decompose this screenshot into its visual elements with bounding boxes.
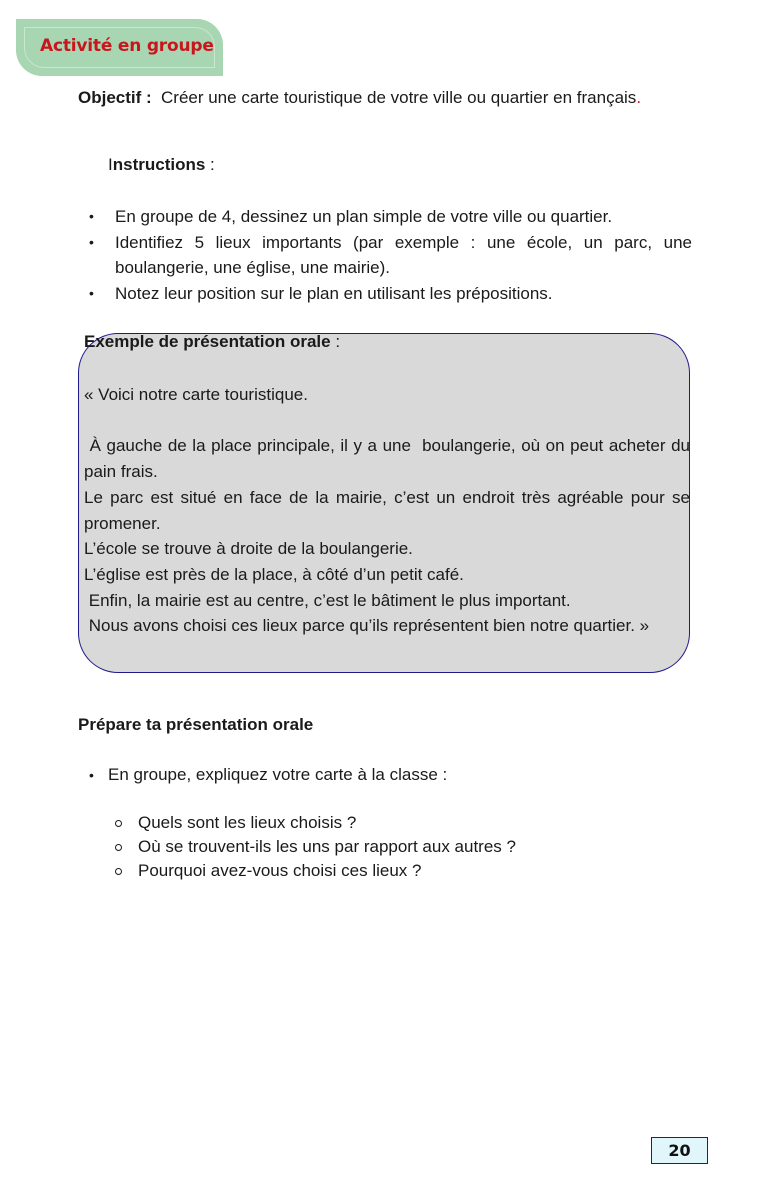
instructions-title-first-letter: I — [108, 155, 113, 174]
instruction-text: Notez leur position sur le plan en utilisant les prépositions. — [115, 283, 553, 303]
objective-text — [161, 86, 661, 110]
example-title-suffix: : — [330, 332, 341, 351]
prepare-sub-list — [114, 811, 516, 883]
instructions-title-suffix: : — [205, 155, 215, 174]
prepare-sub-item — [114, 859, 516, 883]
example-paragraph: Le parc est situé en face de la mairie, c’est un endroit très agréable pour se promener. — [84, 487, 690, 533]
circle-bullet-icon — [115, 868, 122, 875]
example-paragraph: À gauche de la place principale, il y a une boulangerie, où on peut acheter du pain frais. — [84, 436, 695, 482]
objective-trailing-punct: . — [636, 88, 642, 107]
bullet-icon: • — [89, 284, 94, 301]
activity-header-tab — [16, 19, 223, 76]
page-number: 20 — [651, 1137, 708, 1164]
circle-bullet-icon — [115, 820, 122, 827]
prepare-sub-item-text: Où se trouvent-ils les uns par rapport aux autres ? — [138, 837, 516, 856]
prepare-item — [86, 763, 447, 787]
circle-bullet-icon — [115, 844, 122, 851]
prepare-list — [86, 763, 447, 787]
instruction-item — [86, 204, 692, 230]
instruction-item — [86, 230, 692, 281]
example-body — [84, 382, 695, 639]
objective-text-body: Créer une carte touristique de votre ville ou quartier en français — [161, 88, 637, 107]
bullet-icon: • — [89, 208, 94, 224]
bullet-icon: • — [89, 767, 94, 783]
instruction-text: En groupe de 4, dessinez un plan simple de votre ville ou quartier. — [115, 207, 613, 226]
prepare-sub-item — [114, 835, 516, 859]
prepare-sub-item — [114, 811, 516, 835]
example-paragraph: L’école se trouve à droite de la boulangerie. — [84, 539, 413, 559]
prepare-sub-item-text: Quels sont les lieux choisis ? — [138, 813, 357, 832]
instructions-list — [86, 204, 692, 306]
instruction-text: Identifiez 5 lieux importants (par exemple : une école, un parc, une boulangerie, une église, une mairie). — [115, 232, 692, 277]
prepare-item-text: En groupe, expliquez votre carte à la classe : — [108, 765, 448, 784]
objective-label: Objectif : — [78, 88, 152, 107]
example-title — [84, 332, 340, 352]
prepare-sub-item-text: Pourquoi avez-vous choisi ces lieux ? — [138, 861, 422, 880]
example-title-text: Exemple de présentation orale — [84, 332, 331, 351]
instructions-title-rest: nstructions — [112, 155, 206, 174]
activity-header-label: Activité en groupe — [40, 36, 214, 56]
instructions-title — [108, 155, 215, 175]
example-paragraph: Enfin, la mairie est au centre, c’est le bâtiment le plus important. — [84, 590, 571, 610]
example-paragraph: L’église est près de la place, à côté d’un petit café. — [84, 564, 464, 584]
prepare-title: Prépare ta présentation orale — [78, 715, 314, 734]
example-paragraph: Nous avons choisi ces lieux parce qu’ils représentent bien notre quartier. » — [84, 616, 650, 636]
instruction-item — [86, 281, 692, 307]
example-paragraph: « Voici notre carte touristique. — [84, 385, 308, 404]
bullet-icon: • — [89, 233, 94, 250]
